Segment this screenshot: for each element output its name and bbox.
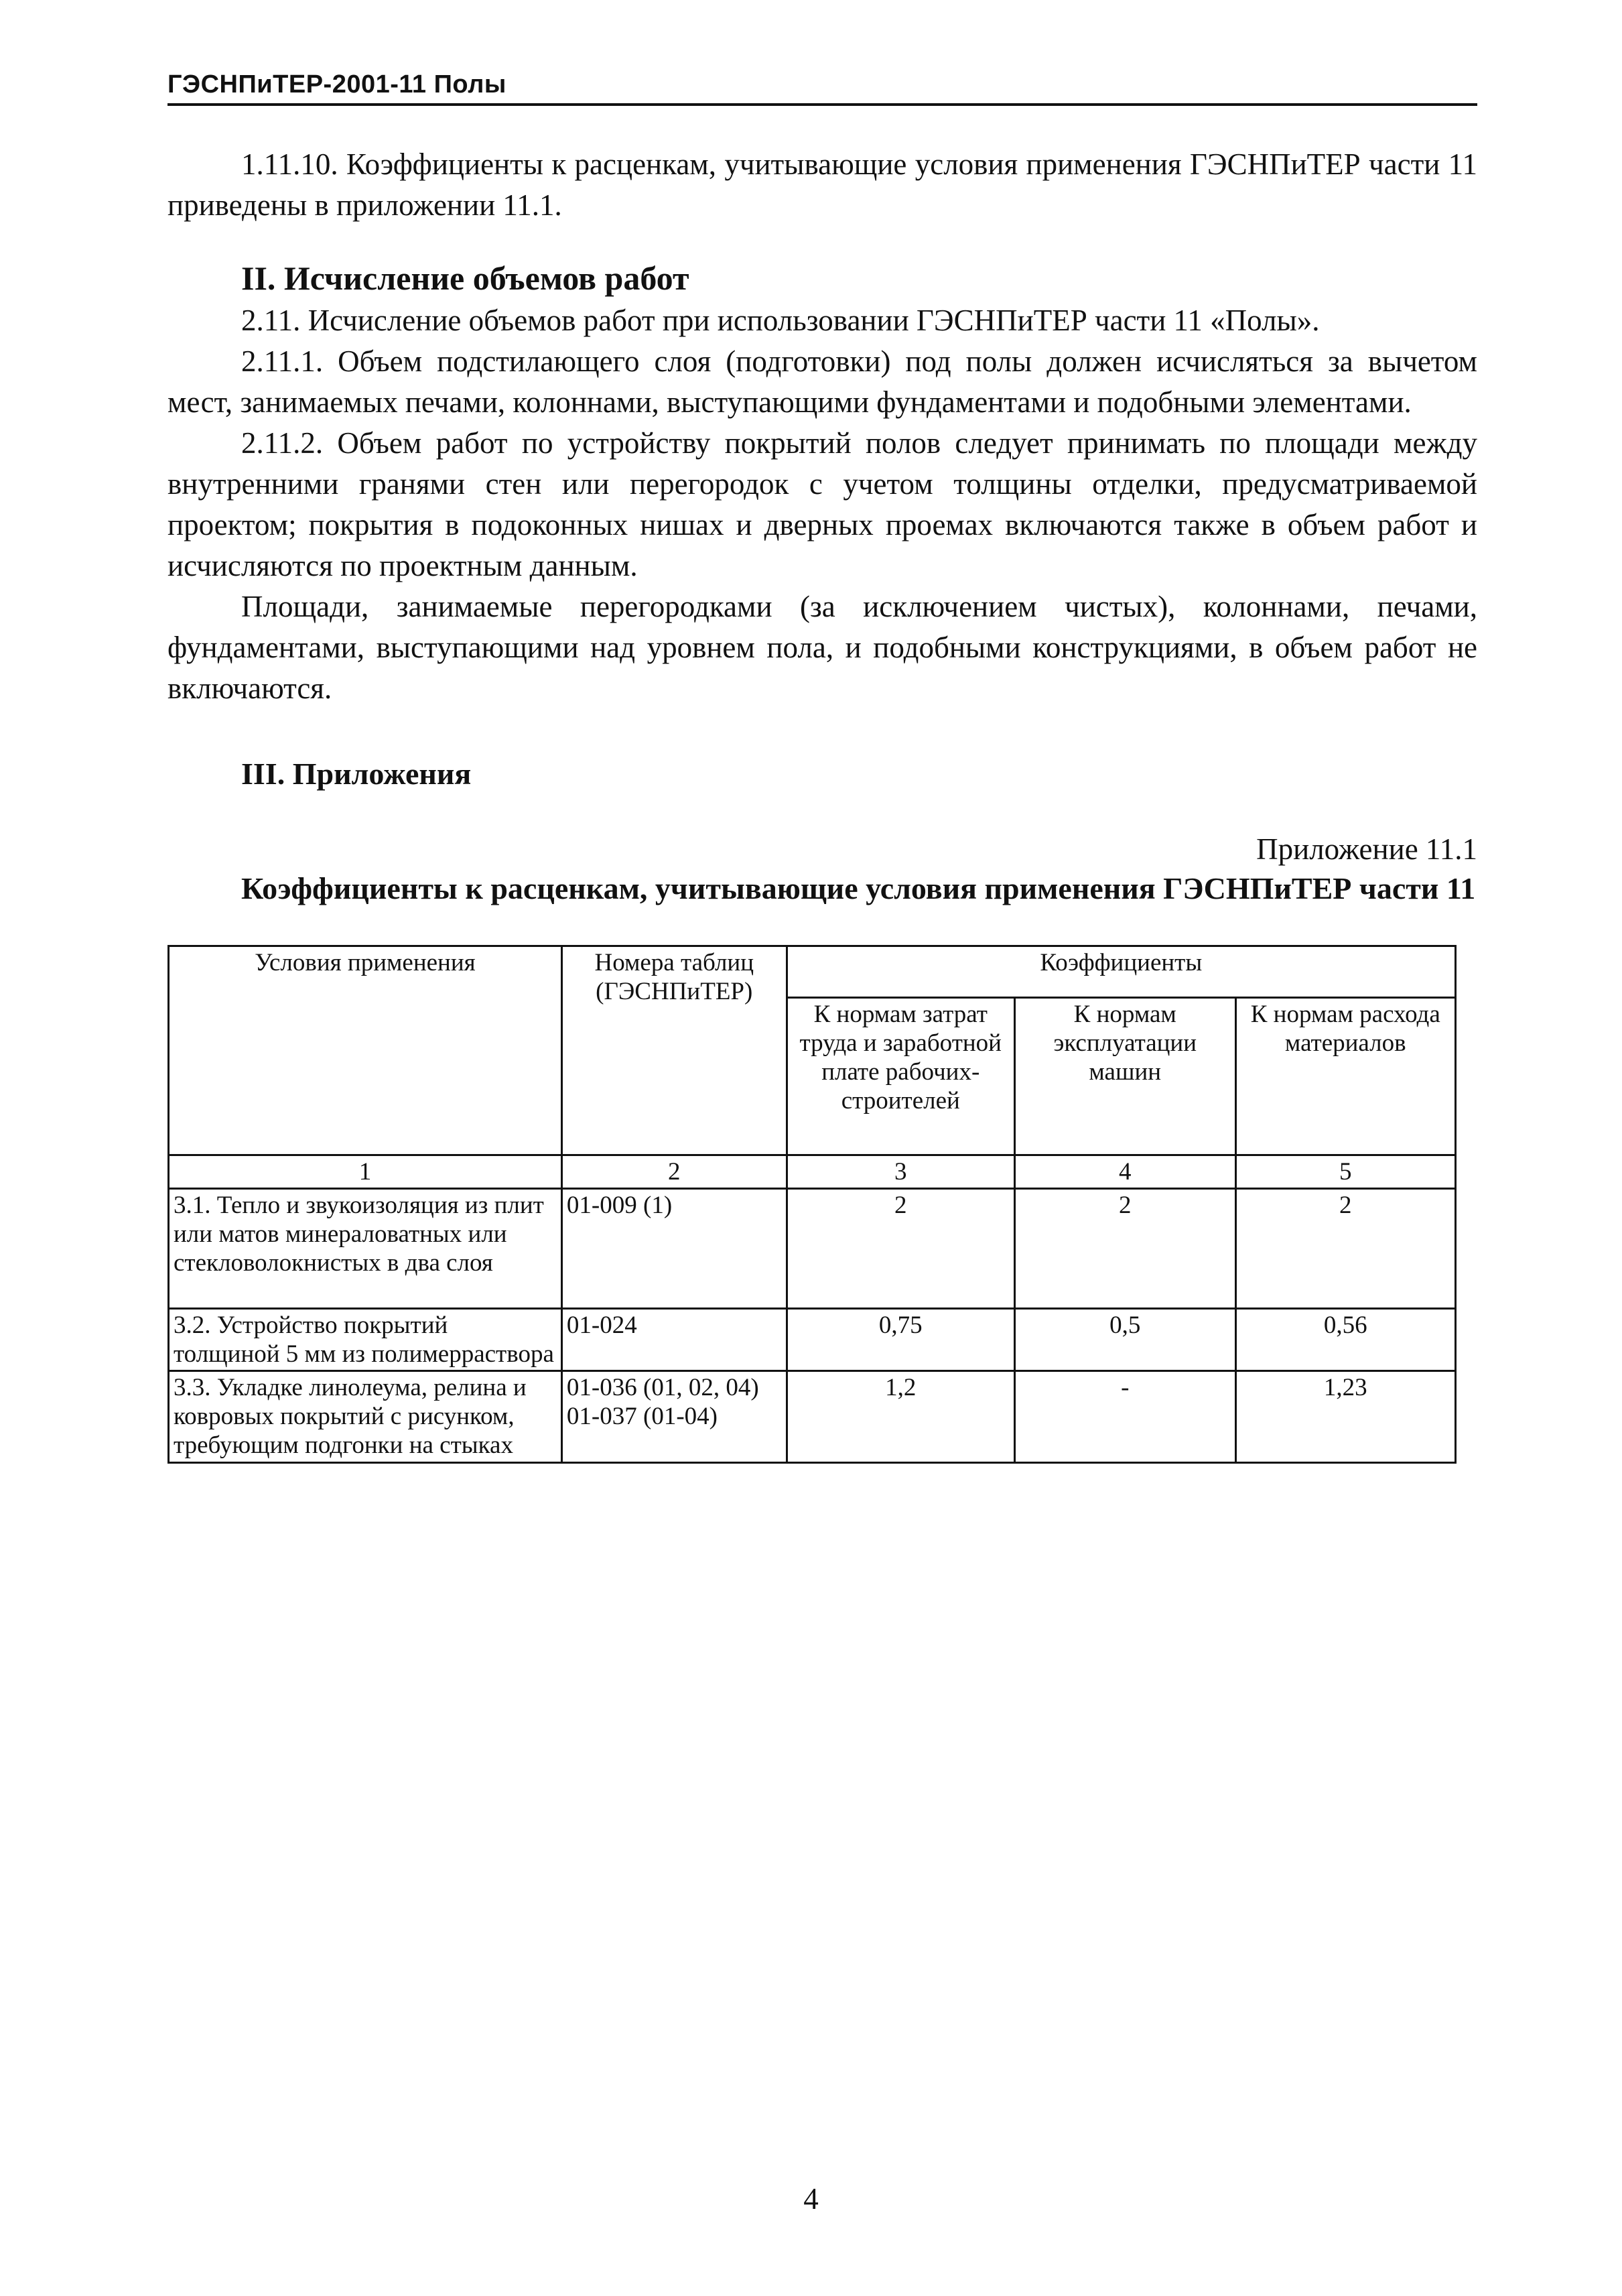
row-tables: 01-024 [561, 1309, 787, 1371]
table-title: Коэффициенты к расценкам, учитывающие условия применения ГЭСНПиТЕР части 11 [241, 871, 1476, 905]
row-materials: 1,23 [1235, 1371, 1455, 1463]
row-condition: 3.3. Укладке линолеума, релина и ковровых покрытий с рисунком, требующим подгонки на стыках [169, 1371, 562, 1463]
column-number: 4 [1014, 1155, 1235, 1189]
paragraph-2-11-1: 2.11.1. Объем подстилающего слоя (подготовки) под полы должен исчисляться за вычетом мест, занимаемых печами, колоннами, выступающими фундаментами и подобными элементами. [167, 344, 1477, 419]
paragraph-areas: Площади, занимаемые перегородками (за исключением чистых), колоннами, печами, фундаментами, выступающими над уровнем пола, и подобными конструкциями, в объем работ не включаются. [167, 590, 1477, 705]
paragraph-1-11-10: 1.11.10. Коэффициенты к расценкам, учитывающие условия применения ГЭСНПиТЕР части 11 приведены в приложении 11.1. [167, 147, 1477, 222]
row-materials: 2 [1235, 1189, 1455, 1309]
row-tables: 01-009 (1) [561, 1189, 787, 1309]
row-materials: 0,56 [1235, 1309, 1455, 1371]
paragraph-block-2 [167, 300, 1477, 709]
page-header [167, 67, 1477, 106]
table-row [169, 1189, 1456, 1309]
column-number: 1 [169, 1155, 562, 1189]
row-machines: 2 [1014, 1189, 1235, 1309]
row-condition: 3.2. Устройство покрытий толщиной 5 мм из полимерраствора [169, 1309, 562, 1371]
table-row [169, 1309, 1456, 1371]
header-coefficients: Коэффициенты [787, 946, 1455, 998]
row-labor: 0,75 [787, 1309, 1014, 1371]
section-3-heading: III. Приложения [241, 757, 472, 791]
column-number: 3 [787, 1155, 1014, 1189]
row-machines: 0,5 [1014, 1309, 1235, 1371]
column-number: 2 [561, 1155, 787, 1189]
coefficients-table [167, 945, 1457, 1464]
header-labor: К нормам затрат труда и заработной плате рабочих-строителей [787, 998, 1014, 1155]
page-number: 4 [803, 2182, 819, 2216]
paragraph-2-11: 2.11. Исчисление объемов работ при использовании ГЭСНПиТЕР части 11 «Полы». [241, 304, 1320, 337]
column-number-row [169, 1155, 1456, 1189]
header-materials: К нормам расхода материалов [1235, 998, 1455, 1155]
column-number: 5 [1235, 1155, 1455, 1189]
row-machines: - [1014, 1371, 1235, 1463]
header-table-numbers: Номера таблиц (ГЭСНПиТЕР) [561, 946, 787, 1155]
row-labor: 2 [787, 1189, 1014, 1309]
table-row [169, 1371, 1456, 1463]
document-title: ГЭСНПиТЕР-2001-11 Полы [167, 70, 506, 99]
row-condition: 3.1. Тепло и звукоизоляция из плит или матов минераловатных или стекловолокнистых в два слоя [169, 1189, 562, 1309]
row-tables: 01-036 (01, 02, 04) 01-037 (01-04) [561, 1371, 787, 1463]
section-2-heading: II. Исчисление объемов работ [241, 259, 689, 297]
paragraph-2-11-2: 2.11.2. Объем работ по устройству покрытий полов следует принимать по площади между внутренними гранями стен или перегородок с учетом толщины отделки, предусматриваемой проектом; покрытия в подоконных нишах и дверных проемах включаются также в объем работ и исчисляются по проектным данным. [167, 426, 1477, 582]
header-conditions: Условия применения [169, 946, 562, 1155]
appendix-label: Приложение 11.1 [1256, 832, 1477, 866]
header-machines: К нормам эксплуатации машин [1014, 998, 1235, 1155]
row-labor: 1,2 [787, 1371, 1014, 1463]
table-header-row [169, 946, 1456, 998]
paragraph-block-1 [167, 144, 1477, 226]
